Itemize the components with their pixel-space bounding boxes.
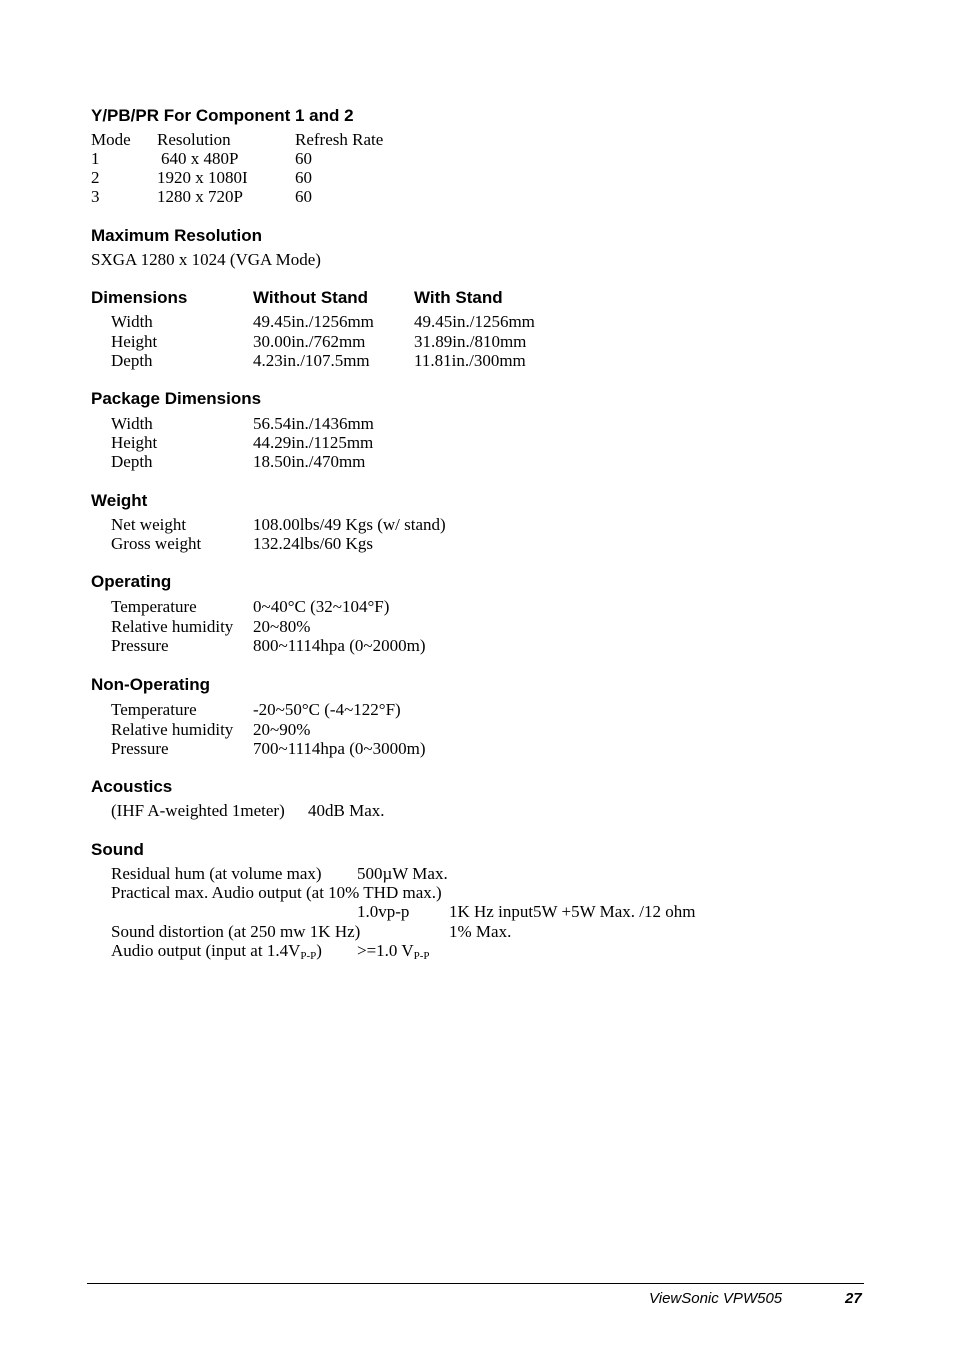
dimensions-row-without: 4.23in./107.5mm	[253, 351, 370, 370]
component-row-resolution: 640 x 480P	[161, 149, 239, 168]
weight-row-value: 108.00lbs/49 Kgs (w/ stand)	[253, 515, 446, 534]
operating-row-value: 0~40°C (32~104°F)	[253, 597, 390, 616]
component-row-resolution: 1280 x 720P	[157, 187, 243, 206]
page-number: 27	[845, 1290, 862, 1307]
sound-practical-value1: 1.0vp-p	[357, 902, 410, 921]
dimensions-row-with: 49.45in./1256mm	[414, 312, 535, 331]
dimensions-row-without: 49.45in./1256mm	[253, 312, 374, 331]
operating-row-label: Temperature	[111, 597, 197, 616]
component-row-refresh: 60	[295, 149, 312, 168]
weight-heading: Weight	[91, 491, 148, 510]
operating-row-value: 20~80%	[253, 617, 311, 636]
dimensions-row-label: Width	[111, 312, 153, 331]
non-operating-row-value: 20~90%	[253, 720, 311, 739]
component-row-refresh: 60	[295, 187, 312, 206]
sound-practical-label: Practical max. Audio output (at 10% THD max.)	[111, 883, 442, 902]
dimensions-col-without-stand: Without Stand	[253, 288, 369, 307]
dimensions-col-with-stand: With Stand	[414, 288, 503, 307]
component-row-mode: 2	[91, 168, 100, 187]
sound-residual-value: 500µW Max.	[357, 864, 448, 883]
package-row-label: Depth	[111, 452, 153, 471]
acoustics-label: (IHF A-weighted 1meter)	[111, 801, 285, 820]
max-resolution-heading: Maximum Resolution	[91, 226, 262, 245]
component-header-mode: Mode	[91, 130, 131, 149]
acoustics-heading: Acoustics	[91, 777, 173, 796]
component-row-refresh: 60	[295, 168, 312, 187]
non-operating-row-value: -20~50°C (-4~122°F)	[253, 700, 401, 719]
component-heading: Y/PB/PR For Component 1 and 2	[91, 106, 354, 125]
non-operating-row-label: Relative humidity	[111, 720, 234, 739]
dimensions-row-label: Depth	[111, 351, 153, 370]
operating-row-label: Relative humidity	[111, 617, 234, 636]
weight-row-label: Gross weight	[111, 534, 202, 553]
dimensions-row-without: 30.00in./762mm	[253, 332, 366, 351]
footer-rule	[87, 1283, 864, 1284]
sound-residual-label: Residual hum (at volume max)	[111, 864, 322, 883]
weight-row-label: Net weight	[111, 515, 187, 534]
max-resolution-value: SXGA 1280 x 1024 (VGA Mode)	[91, 250, 321, 269]
operating-heading: Operating	[91, 572, 172, 591]
package-row-label: Height	[111, 433, 158, 452]
non-operating-row-label: Temperature	[111, 700, 197, 719]
component-row-mode: 3	[91, 187, 100, 206]
operating-row-label: Pressure	[111, 636, 169, 655]
dimensions-row-with: 11.81in./300mm	[414, 351, 526, 370]
component-row-mode: 1	[91, 149, 100, 168]
component-row-resolution: 1920 x 1080I	[157, 168, 248, 187]
dimensions-row-with: 31.89in./810mm	[414, 332, 527, 351]
non-operating-heading: Non-Operating	[91, 675, 210, 694]
sound-heading: Sound	[91, 840, 144, 859]
non-operating-row-label: Pressure	[111, 739, 169, 758]
package-row-label: Width	[111, 414, 153, 433]
operating-row-value: 800~1114hpa (0~2000m)	[253, 636, 426, 655]
non-operating-row-value: 700~1114hpa (0~3000m)	[253, 739, 426, 758]
sound-distortion-value: 1% Max.	[449, 922, 512, 941]
dimensions-heading: Dimensions	[91, 288, 188, 307]
sound-practical-value2: 1K Hz input5W +5W Max. /12 ohm	[449, 902, 696, 921]
package-row-value: 18.50in./470mm	[253, 452, 366, 471]
acoustics-value: 40dB Max.	[308, 801, 385, 820]
footer-brand: ViewSonic VPW505	[649, 1290, 783, 1307]
package-heading: Package Dimensions	[91, 389, 262, 408]
package-row-value: 44.29in./1125mm	[253, 433, 374, 452]
package-row-value: 56.54in./1436mm	[253, 414, 374, 433]
component-header-refresh: Refresh Rate	[295, 130, 384, 149]
dimensions-row-label: Height	[111, 332, 158, 351]
sound-audio-value: >=1.0 $V_{P-P}$	[357, 941, 430, 962]
weight-row-value: 132.24lbs/60 Kgs	[253, 534, 373, 553]
component-header-resolution: Resolution	[157, 130, 231, 149]
sound-distortion-label: Sound distortion (at 250 mw 1K Hz)	[111, 922, 361, 941]
sound-audio-label: Audio output (input at $1.4V_{P-P}$)	[111, 941, 322, 962]
